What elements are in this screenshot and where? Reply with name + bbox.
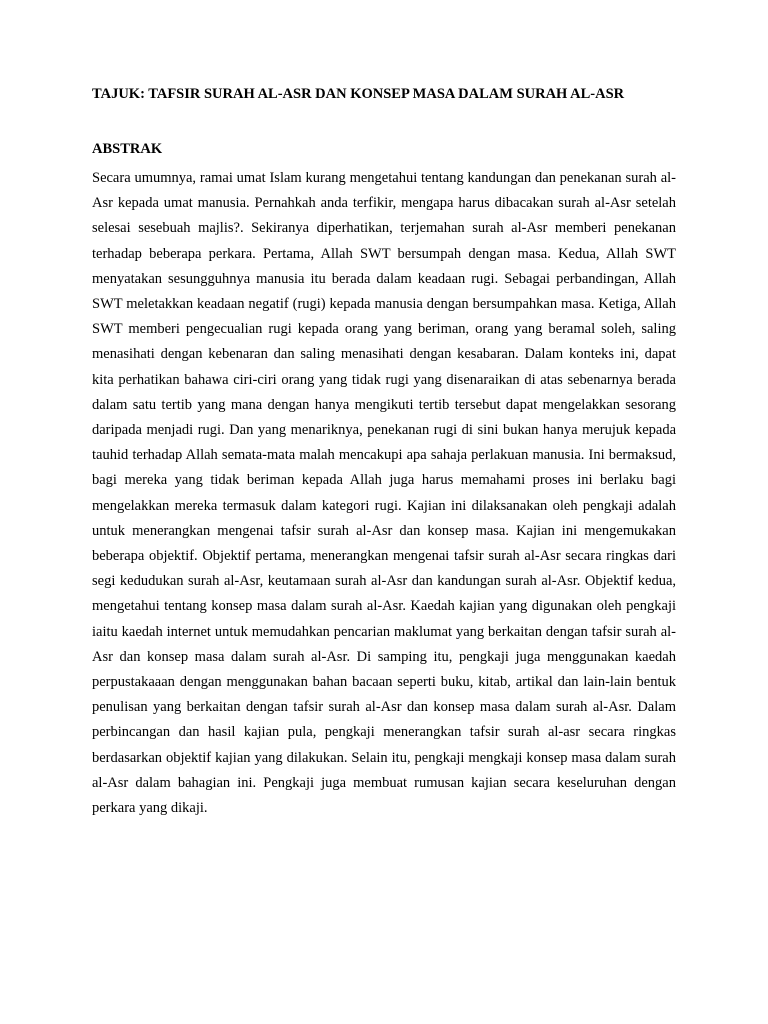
- abstract-paragraph: Secara umumnya, ramai umat Islam kurang mengetahui tentang kandungan dan penekanan surah al-Asr kepada umat manusia. Pernahkah anda terfikir, mengapa harus dibacakan surah al-Asr setelah selesai sesebuah majlis?. Sekiranya diperhatikan, terjemahan surah al-Asr memberi penekanan terhadap beberapa perkara. Pertama, Allah SWT bersumpah dengan masa. Kedua, Allah SWT menyatakan sesungguhnya manusia itu berada dalam keadaan rugi. Sebagai perbandingan, Allah SWT meletakkan keadaan negatif (rugi) kepada manusia dengan bersumpahkan masa. Ketiga, Allah SWT memberi pengecualian rugi kepada orang yang beriman, orang yang beramal soleh, saling menasihati dengan kebenaran dan saling menasihati dengan kesabaran. Dalam konteks ini, dapat kita perhatikan bahawa ciri-ciri orang yang tidak rugi yang disenaraikan di atas sebenarnya berada dalam satu tertib yang mana dengan hanya mengikuti tertib tersebut dapat mengelakkan sesorang daripada menjadi rugi. Dan yang menariknya, penekanan rugi di sini bukan hanya merujuk kepada tauhid terhadap Allah semata-mata malah mencakupi apa sahaja perlakuan manusia. Ini bermaksud, bagi mereka yang tidak beriman kepada Allah juga harus memahami proses ini berlaku bagi mengelakkan mereka termasuk dalam kategori rugi. Kajian ini dilaksanakan oleh pengkaji adalah untuk menerangkan mengenai tafsir surah al-Asr dan konsep masa. Kajian ini mengemukakan beberapa objektif. Objektif pertama, menerangkan mengenai tafsir surah al-Asr secara ringkas dari segi kedudukan surah al-Asr, keutamaan surah al-Asr dan kandungan surah al-Asr. Objektif kedua, mengetahui tentang konsep masa dalam surah al-Asr. Kaedah kajian yang digunakan oleh pengkaji iaitu kaedah internet untuk memudahkan pencarian maklumat yang berkaitan dengan tafsir surah al-Asr dan konsep masa dalam surah al-Asr. Di samping itu, pengkaji juga menggunakan kaedah perpustakaaan dengan menggunakan bahan bacaan seperti buku, kitab, artikal dan lain-lain bentuk penulisan yang berkaitan dengan tafsir surah al-Asr dan konsep masa dalam surah al-Asr. Dalam perbincangan dan hasil kajian pula, pengkaji menerangkan tafsir surah al-asr secara ringkas berdasarkan objektif kajian yang dilakukan. Selain itu, pengkaji mengkaji konsep masa dalam surah al-Asr dalam bahagian ini. Pengkaji juga membuat rumusan kajian secara keseluruhan dengan perkara yang dikaji.: [92, 170, 676, 817]
- abstract-heading: ABSTRAK: [92, 141, 163, 157]
- document-title: TAJUK: TAFSIR SURAH AL-ASR DAN KONSEP MASA DALAM SURAH AL-ASR: [92, 86, 625, 102]
